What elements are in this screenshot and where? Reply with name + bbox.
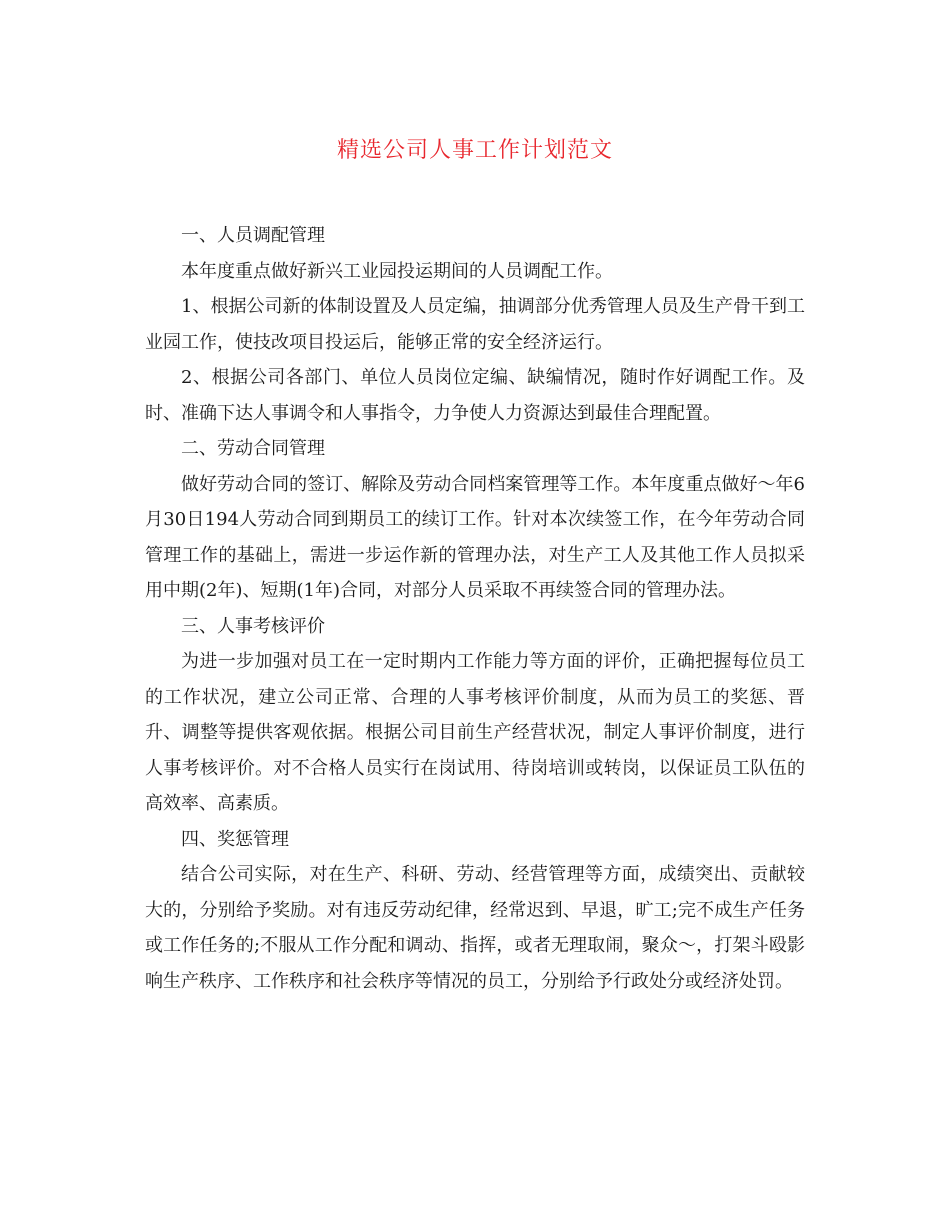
section-heading-rewards: 四、奖惩管理	[181, 828, 289, 850]
document-title: 精选公司人事工作计划范文	[336, 138, 613, 163]
section-heading-evaluation: 三、人事考核评价	[181, 615, 325, 637]
paragraph: 做好劳动合同的签订、解除及劳动合同档案管理等工作。本年度重点做好～年6月30日194人劳动合同到期员工的续订工作。针对本次续签工作，在今年劳动合同管理工作的基础上，需进一步运作新的管理办法，对生产工人及其他工作人员拟采用中期(2年)、短期(1年)合同，对部分人员采取不再续签合同的管理办法。	[145, 473, 805, 601]
paragraph: 1、根据公司新的体制设置及人员定编，抽调部分优秀管理人员及生产骨干到工业园工作，使技改项目投运后，能够正常的安全经济运行。	[145, 296, 805, 353]
section-heading-staffing: 一、人员调配管理	[181, 225, 325, 246]
paragraph: 本年度重点做好新兴工业园投运期间的人员调配工作。	[181, 260, 613, 282]
section-heading-labor-contract: 二、劳动合同管理	[181, 438, 325, 459]
paragraph: 为进一步加强对员工在一定时期内工作能力等方面的评价，正确把握每位员工的工作状况，建立公司正常、合理的人事考核评价制度，从而为员工的奖惩、晋升、调整等提供客观依据。根据公司目前生产经营状况，制定人事评价制度，进行人事考核评价。对不合格人员实行在岗试用、待岗培训或转岗，以保证员工队伍的高效率、高素质。	[145, 651, 805, 814]
document-body	[145, 218, 805, 999]
paragraph: 2、根据公司各部门、单位人员岗位定编、缺编情况，随时作好调配工作。及时、准确下达人事调令和人事指令，力争使人力资源达到最佳合理配置。	[145, 367, 805, 424]
paragraph: 结合公司实际，对在生产、科研、劳动、经营管理等方面，成绩突出、贡献较大的，分别给予奖励。对有违反劳动纪律，经常迟到、早退，旷工;完不成生产任务或工作任务的;不服从工作分配和调动、指挥，或者无理取闹，聚众～，打架斗殴影响生产秩序、工作秩序和社会秩序等情况的员工，分别给予行政处分或经济处罚。	[145, 864, 805, 992]
